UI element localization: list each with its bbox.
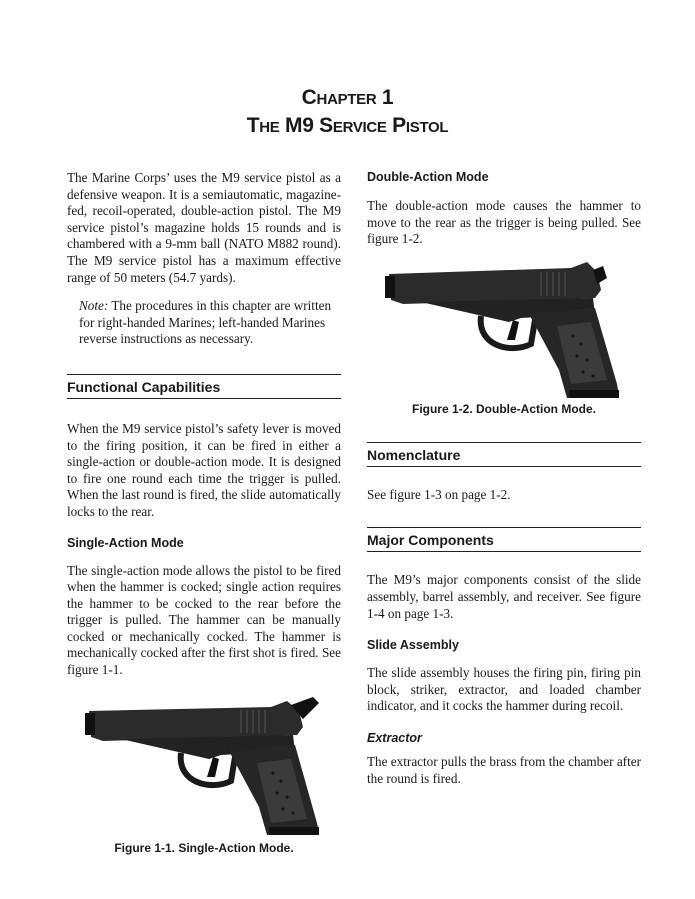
subsubheading-extractor: Extractor <box>367 730 422 745</box>
left-column <box>67 170 341 855</box>
figure-1-1-caption: Figure 1-1. Single-Action Mode. <box>114 840 294 855</box>
subheading-slide-assembly: Slide Assembly <box>367 638 459 653</box>
figure-single-action <box>81 697 341 837</box>
section-heading-major-components: Major Components <box>367 527 641 552</box>
intro-paragraph: The Marine Corps’ uses the M9 service pistol as a defensive weapon. It is a semiautomatic, magazine-fed, recoil-operated, double-action pistol. The M9 service pistol’s magazine holds 15 rounds and is chambered with a 9-mm ball (NATO M882 round). The M9 service pistol has a maximum effective range of 50 meters (54.7 yards). <box>67 170 341 285</box>
extractor-paragraph: The extractor pulls the brass from the chamber after the round is fired. <box>367 753 641 786</box>
functional-paragraph: When the M9 service pistol’s safety lever is moved to the firing position, it can be fired in either a single-action or double-action mode. It is designed to fire one round each time the trigger is pulled. When the last round is fired, the slide automatically locks to the rear. <box>67 420 341 519</box>
pistol-image-hammer-cocked <box>81 697 331 837</box>
section-heading-nomenclature: Nomenclature <box>367 442 641 467</box>
pistol-image-hammer-down <box>381 260 631 400</box>
subheading-double-action: Double-Action Mode <box>367 170 489 184</box>
figure-double-action <box>381 260 641 400</box>
chapter-number: Chapter 1 <box>301 86 394 109</box>
nomenclature-paragraph: See figure 1-3 on page 1-2. <box>367 486 511 502</box>
slide-assembly-paragraph: The slide assembly houses the firing pin, firing pin block, striker, extractor, and loaded chamber indicator, and it cocks the hammer during recoil. <box>367 665 641 714</box>
chapter-title-block <box>0 84 695 140</box>
figure-1-2-caption: Figure 1-2. Double-Action Mode. <box>411 401 596 416</box>
note-block <box>79 298 341 348</box>
note-label: Note: <box>79 298 109 314</box>
double-action-paragraph: The double-action mode causes the hammer to move to the rear as the trigger is being pulled. See figure 1-2. <box>367 198 641 247</box>
section-heading-functional-capabilities: Functional Capabilities <box>67 374 341 399</box>
single-action-paragraph: The single-action mode allows the pistol to be fired when the hammer is cocked; single action requires the hammer to be cocked to the rear before the trigger is pulled. The hammer can be manually cocked or mechanically cocked. The hammer is mechanically cocked after the first shot is fired. See figure 1-1. <box>67 562 341 678</box>
note-text: The procedures in this chapter are written for right-handed Marines; left-handed Marines reverse instructions as necessary. <box>79 298 332 347</box>
major-components-paragraph: The M9’s major components consist of the slide assembly, barrel assembly, and receiver. See figure 1-4 on page 1-3. <box>367 572 641 621</box>
subheading-single-action: Single-Action Mode <box>67 535 184 550</box>
page-title: The M9 Service Pistol <box>246 114 449 137</box>
right-column <box>367 170 641 787</box>
